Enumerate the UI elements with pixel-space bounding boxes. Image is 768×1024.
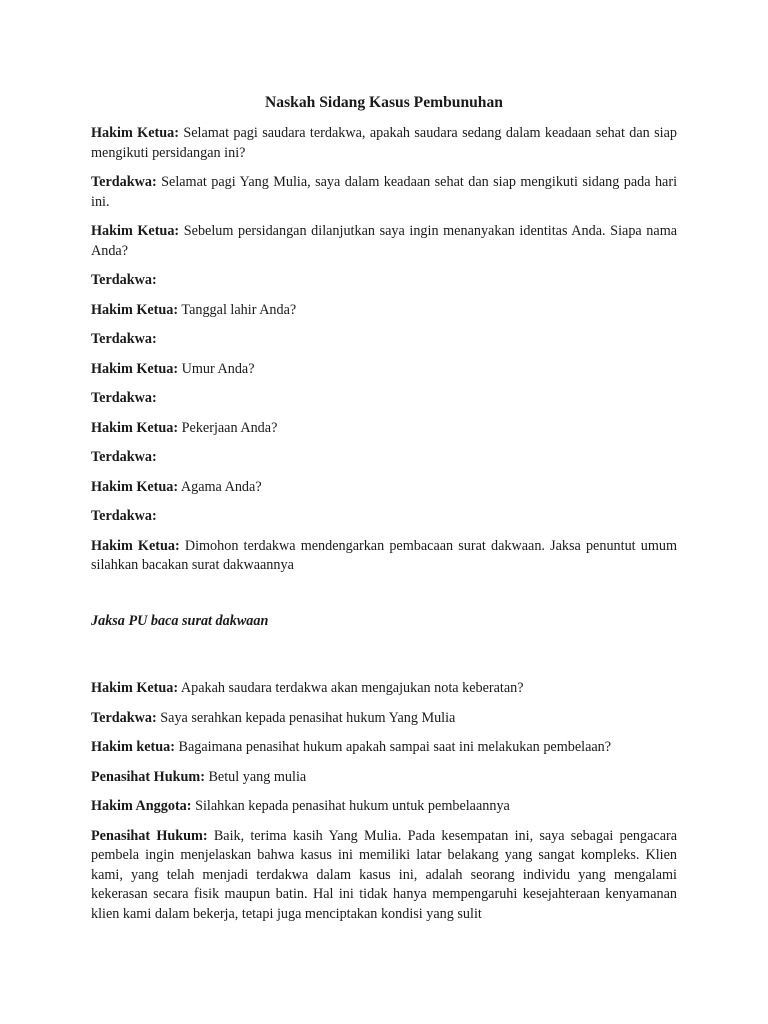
speaker-label: Hakim Ketua: [91,537,180,554]
dialogue-line [91,768,677,788]
dialogue-text: Selamat pagi saudara terdakwa, apakah saudara sedang dalam keadaan sehat dan siap mengikuti persidangan ini? [91,125,678,161]
dialogue-text: Umur Anda? [181,360,255,377]
speaker-label: Terdakwa: [91,331,157,347]
speaker-label: Hakim Ketua: [91,680,179,696]
dialogue-text: Silahkan kepada penasihat hukum untuk pembelaannya [195,798,510,814]
speaker-label: Penasihat Hukum: [91,827,208,844]
speaker-label: Terdakwa: [91,508,157,524]
speaker-label: Terdakwa: [91,174,157,190]
dialogue-line [91,797,677,817]
dialogue-line [91,738,677,758]
speaker-label: Hakim Ketua: [91,301,179,318]
dialogue-line [91,173,677,212]
speaker-label: Hakim Ketua: [91,478,179,495]
dialogue-text: Baik, terima kasih Yang Mulia. Pada kesempatan ini, saya sebagai pengacara pembela ingin menjelaskan bahwa kasus ini memiliki latar belakang yang sangat kompleks. Klien kami, yang telah menjadi terdakwa dalam kasus ini, adalah seorang individu yang mengalami kekerasan secara fisik maupun batin. Hal ini tidak hanya mempengaruhi kesejahteraan kenyamanan klien kami dalam bekerja, tetapi juga menciptakan kondisi yang sulit [91,827,678,922]
speaker-label: Penasihat Hukum: [91,768,205,785]
speaker-label: Hakim ketua: [91,739,175,755]
dialogue-line [91,389,677,409]
dialogue-text: Dimohon terdakwa mendengarkan pembacaan surat dakwaan. Jaksa penuntut umum silahkan bacakan surat dakwaannya [91,537,677,573]
dialogue-line [91,507,677,527]
dialogue-line [91,124,677,163]
dialogue-text: Selamat pagi Yang Mulia, saya dalam keadaan sehat dan siap mengikuti sidang pada hari ini. [91,174,678,210]
dialogue-text: Tanggal lahir Anda? [181,301,297,318]
dialogue-line [91,679,677,699]
dialogue-text: Betul yang mulia [208,768,307,785]
document-title: Naskah Sidang Kasus Pembunuhan [265,94,503,111]
stage-direction: Jaksa PU baca surat dakwaan [91,612,269,629]
dialogue-text: Saya serahkan kepada penasihat hukum Yang Mulia [160,709,456,726]
dialogue-text: Pekerjaan Anda? [181,419,278,436]
dialogue-line [91,827,677,925]
speaker-label: Hakim Ketua: [91,360,179,377]
dialogue-line [91,301,677,321]
dialogue-line [91,419,677,439]
dialogue-line [91,222,677,261]
document-page [91,91,677,934]
speaker-label: Terdakwa: [91,272,157,288]
dialogue-text: Agama Anda? [180,478,262,495]
speaker-label: Hakim Ketua: [91,125,179,141]
speaker-label: Hakim Anggota: [91,798,192,814]
speaker-label: Terdakwa: [91,390,157,406]
dialogue-line [91,360,677,380]
dialogue-line [91,709,677,729]
dialogue-text: Bagaimana penasihat hukum apakah sampai saat ini melakukan pembelaan? [178,739,612,755]
dialogue-line [91,330,677,350]
speaker-label: Hakim Ketua: [91,223,180,239]
speaker-label: Terdakwa: [91,449,157,465]
speaker-label: Terdakwa: [91,709,157,726]
dialogue-line [91,478,677,498]
speaker-label: Hakim Ketua: [91,419,179,436]
dialogue-text: Apakah saudara terdakwa akan mengajukan nota keberatan? [180,680,524,696]
dialogue-list [91,124,677,924]
dialogue-text: Sebelum persidangan dilanjutkan saya ingin menanyakan identitas Anda. Siapa nama Anda? [91,223,678,259]
dialogue-line [91,448,677,468]
dialogue-line [91,537,677,576]
dialogue-line [91,271,677,291]
